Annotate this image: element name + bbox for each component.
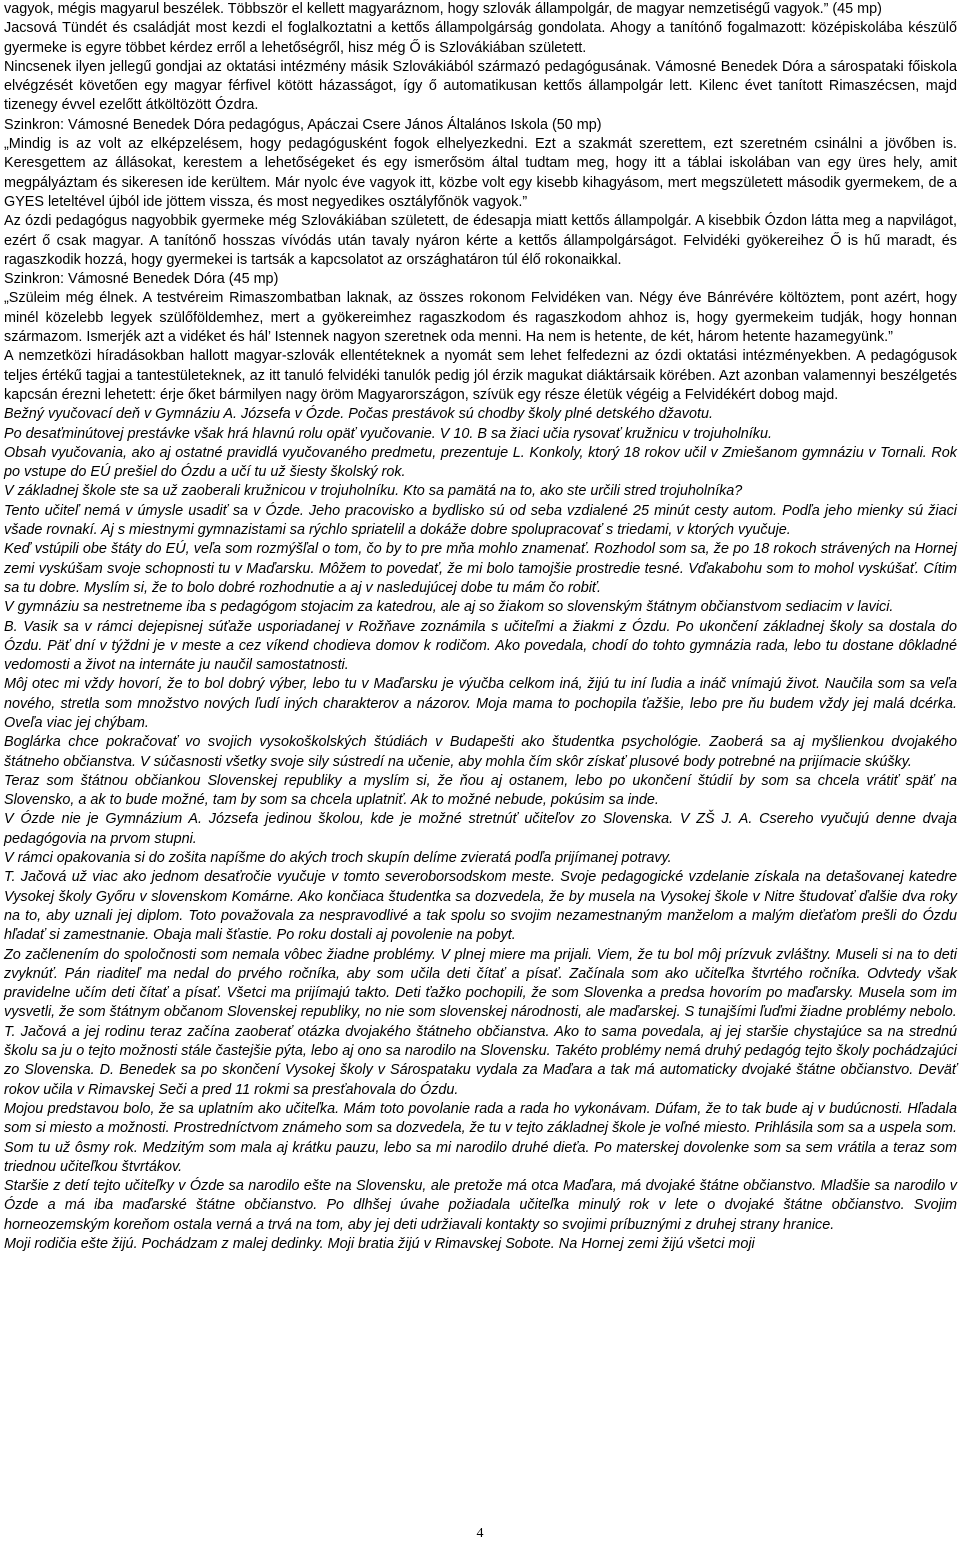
paragraph: Szinkron: Vámosné Benedek Dóra (45 mp) (4, 271, 279, 288)
paragraph: Staršie z detí tejto učiteľky v Ózde sa narodilo ešte na Slovensku, ale pretože má otca Maďara, má dvojaké štátne občianstvo. Mladšie sa narodilo v Ózde a má iba maďarské štátne občianstvo. Po dlhšej úvahe požiadala učiteľka minulý rok v lete o dvojaké štátne občianstvo. Svojim horneozemským koreňom ostala verná a trvá na tom, aby jej deti udržiavali kontakty so svojimi príbuznými z druhej strany hranice. (4, 1178, 957, 1233)
paragraph: Keď vstúpili obe štáty do EÚ, veľa som rozmýšľal o tom, čo by to pre mňa mohlo znamenať. Rozhodol som sa, že po 18 rokoch strávených na Hornej zemi vyskúšam svoje schopnosti tu v Maďarsku. Môžem to povedať, že mi bolo tamojšie prostredie tesné. Vďakabohu som to mohol vyskúšať. Cítim sa tu dobre. Myslím si, že to bolo dobré rozhodnutie a aj v nasledujúcej dobe tu mám čo robiť. (4, 541, 957, 596)
paragraph: Az ózdi pedagógus nagyobbik gyermeke még Szlovákiában született, de édesapja miatt kettős állampolgár. A kisebbik Ózdon látta meg a napvilágot, ezért ő csak magyar. A tanítónő hosszas vívódás után tavaly nyáron kérte a kettős állampolgárságot. Felvidéki gyökereihez Ő is hű maradt, és ragaszkodik hozzá, hogy gyermekei is tartsák a kapcsolatot az országhatáron túl élő rokonaikkal. (4, 213, 957, 268)
paragraph: Teraz som štátnou občiankou Slovenskej republiky a myslím si, že ňou aj ostanem, lebo po ukončení štúdií by som sa chcela vrátiť späť na Slovensko, a ak to bude možné, tam by som sa chcela uplatniť. Ak to možné nebude, pokúsim sa inde. (4, 772, 957, 809)
paragraph: V gymnáziu sa nestretneme iba s pedagógom stojacim za katedrou, ale aj so žiakom so slovenským štátnym občianstvom sediacim v lavici. (4, 599, 894, 616)
paragraph: Bežný vyučovací deň v Gymnáziu A. Józsefa v Ózde. Počas prestávok sú chodby školy plné detského džavotu. (4, 406, 713, 423)
paragraph: Mojou predstavou bolo, že sa uplatním ako učiteľka. Mám toto povolanie rada a rada ho vykonávam. Dúfam, že to tak bude aj v budúcnosti. Hľadala som si miesto a možnosti. Prostredníctvom známeho som sa dozvedela, že tu v tejto základnej škole je voľné miesto. Prihlásila som sa a uspela som. Som tu už ôsmy rok. Medzitým som mala aj krátku pauzu, lebo sa mi narodilo druhé dieťa. Po materskej dovolenke som sa sem vrátila a teraz som triednou učiteľkou štvrtákov. (4, 1100, 957, 1175)
paragraph: Moji rodičia ešte žijú. Pochádzam z malej dedinky. Moji bratia žijú v Rimavskej Sobote. Na Hornej zemi žijú všetci moji (4, 1236, 755, 1252)
paragraph: Môj otec mi vždy hovorí, že to bol dobrý výber, lebo tu v Maďarsku je výučba celkom iná, žijú tu iní ľudia a ináč vnímajú život. Naučila som sa veľa nového, stretla som množstvo nových ľudí iných charakterov a názorov. Moja mama to pochopila ťažšie, lebo pre ňu budem vždy jej malá dcérka. Oveľa viac jej chýbam. (4, 676, 957, 731)
paragraph: Zo začlenením do spoločnosti som nemala vôbec žiadne problémy. V plnej miere ma prijali. Viem, že tu bol môj prízvuk zvláštny. Museli si na to deti zvyknúť. Pán riaditeľ ma nedal do prvého ročníka, aby som učila deti čítať a písať. Začínala som ako učiteľka štvrtého ročníka. Odvtedy však pravidelne učím deti čítať a písať. Všetci ma prijímajú takto. Deti ťažko pochopili, že som Slovenka a predsa hovorím po maďarsky. Musela som im vysvetli, že som štátnym občanom Slovenskej republiky, no nie som slovenskej národnosti, ale maďarskej. S tunajšími ľuďmi žiadne problémy nebolo. (4, 946, 957, 1021)
paragraph: Obsah vyučovania, ako aj ostatné pravidlá vyučovaného predmetu, prezentuje L. Konkoly, ktorý 18 rokov učil v Zmiešanom gymnáziu v Tornali. Rok po vstupe do EÚ prešiel do Ózdu a učí tu už šiesty školský rok. (4, 444, 957, 481)
paragraph: T. Jačová už viac ako jednom desaťročie vyučuje v tomto severoborsodskom meste. Svoje pedagogické vzdelanie získala na detašovanej katedre Vysokej školy Győru v slovenskom Komárne. Ako končiaca študentka sa dozvedela, že by musela na Vysokej škole v Nitre študovať ďalšie dva roky na to, aby uznali jej diplom. Toto považovala za nespravodlivé a tak spolu so svojim nezamestnaným manželom a malým dieťaťom prešli do Ózdu hľadať si zamestnanie. Obaja mali šťastie. Po roku dostali aj povolenie na pobyt. (4, 869, 957, 944)
paragraph: B. Vasik sa v rámci dejepisnej súťaže usporiadanej v Rožňave zoznámila s učiteľmi a žiakmi z Ózdu. Po ukončení základnej školy sa dostala do Ózdu. Päť dní v týždni je v meste a cez víkend chodieva domov k rodičom. Ako povedala, chodí do tohto gymnázia rada, lebo tu dostane dôkladné vedomosti a život na internáte ju naučil samostatnosti. (4, 618, 957, 674)
paragraph: V základnej škole ste sa už zaoberali kružnicou v trojuholníku. Kto sa pamätá na to, ako ste určili stred trojuholníka? (4, 483, 743, 500)
paragraph: „Mindig is az volt az elképzelésem, hogy pedagógusként fogok elhelyezkedni. Ezt a szakmát szerettem, ezt szeretném csinálni a jövőben is. Keresgettem az állásokat, kerestem a lehetőségeket és egy ismerősöm által tudtam meg, hogy itt a táblai iskolában van egy üres hely, amit megpályáztam és sikeresen ide kerültem. Már nyolc éve vagyok itt, közbe volt egy kisebb kihagyásom, mert megszületett második gyermekem, de a GYES leteltével újból ide jöttem vissza, és most negyedikes osztályfőnök vagyok.” (4, 136, 957, 210)
paragraph: Nincsenek ilyen jellegű gondjai az oktatási intézmény másik Szlovákiából származó pedagógusának. Vámosné Benedek Dóra a sárospataki főiskola elvégzését követően egy magyar férfivel kötött házasságot, így ő automatikusan kettős állampolgár lett. Kilenc évet tanított Rimaszécsen, majd tizenegy évvel ezelőtt átköltözött Ózdra. (4, 58, 957, 114)
paragraph: „Szüleim még élnek. A testvéreim Rimaszombatban laknak, az összes rokonom Felvidéken van. Négy éve Bánrévére költöztem, pont azért, hogy minél közelebb legyek szülőföldemhez, mert a gyökereimhez ragaszkodom és ragaszkodom ahhoz is, hogy gyermekeim tudják, hogy honnan származom. Ismerjék azt a vidéket és hál’ Istennek nagyon szeretnek oda menni. Ha nem is hetente, de két, három hetente hazamegyünk.” (4, 290, 957, 346)
paragraph: V rámci opakovania si do zošita napíšme do akých troch skupín delíme zvieratá podľa prijímanej potravy. (4, 850, 672, 867)
page-number: 4 (476, 1526, 484, 1541)
paragraph: Po desaťminútovej prestávke však hrá hlavnú rolu opäť vyučovanie. V 10. B sa žiaci učia rysovať kružnicu v trojuholníku. (4, 425, 772, 442)
paragraph: Tento učiteľ nemá v úmysle usadiť sa v Ózde. Jeho pracovisko a bydlisko sú od seba vzdialené 25 minút cesty autom. Podľa jeho mienky sú žiaci všade rovnakí. Aj s miestnymi gymnazistami sa rýchlo spriatelil a dokáže dobre spolupracovať s triedami, v ktorých vyučuje. (4, 502, 957, 539)
paragraph: Szinkron: Vámosné Benedek Dóra pedagógus, Apáczai Csere János Általános Iskola (50 mp) (4, 116, 602, 133)
paragraph: A nemzetközi híradásokban hallott magyar-szlovák ellentéteknek a nyomát sem lehet felfedezni az ózdi oktatási intézményekben. A pedagógusok teljes értékű tagjai a tantestületeknek, az itt tanuló felvidéki tanulók pedig jól érzik magukat diáktársaik körében. Azt azonban valamennyi beszélgetés kapcsán érezni lehetett: érje őket bármilyen nagy öröm Magyarországon, szívük egy része életük végéig a Felvidékért dobog majd. (4, 348, 957, 403)
paragraph: Jacsová Tündét és családját most kezdi el foglalkoztatni a kettős állampolgárság gondolata. Ahogy a tanítónő fogalmazott: középiskolába készülő gyermeke is egyre többet kérdez erről a lehetőségről, hisz még Ő is Szlovákiában született. (4, 20, 957, 56)
paragraph: Boglárka chce pokračovať vo svojich vysokoškolských štúdiách v Budapešti ako študentka psychológie. Zaoberá sa aj myšlienkou dvojakého štátneho občianstva. V súčasnosti všetky svoje sily sústredí na učenie, aby mohla čím skôr získať plusové body potrebné na prijímacie skúšky. (4, 734, 957, 770)
paragraph: V Ózde nie je Gymnázium A. Józsefa jedinou školou, kde je možné stretnúť učiteľov zo Slovenska. V ZŠ J. A. Csereho vyučujú denne dvaja pedagógovia na prvom stupni. (4, 811, 957, 847)
paragraph: vagyok, mégis magyarul beszélek. Többször el kellett magyaráznom, hogy szlovák állampolgár, de magyar nemzetiségű vagyok.” (45 mp) (4, 1, 882, 17)
paragraph: T. Jačová a jej rodinu teraz začína zaoberať otázka dvojakého štátneho občianstva. Ako to sama povedala, aj jej staršie chystajúce sa na strednú školu sa ju o tejto možnosti stále častejšie pýta, lebo aj ono sa narodilo na Slovensku. Takéto problémy nemá druhý pedagóg tejto školy pochádzajúci zo Slovenska. D. Benedek sa po skončení Vysokej školy v Sárospataku vydala za Maďara a tak má automaticky dvojaké štátne občianstvo. Deväť rokov učila v Rimavskej Seči a pred 11 rokmi sa presťahovala do Ózdu. (4, 1023, 957, 1098)
